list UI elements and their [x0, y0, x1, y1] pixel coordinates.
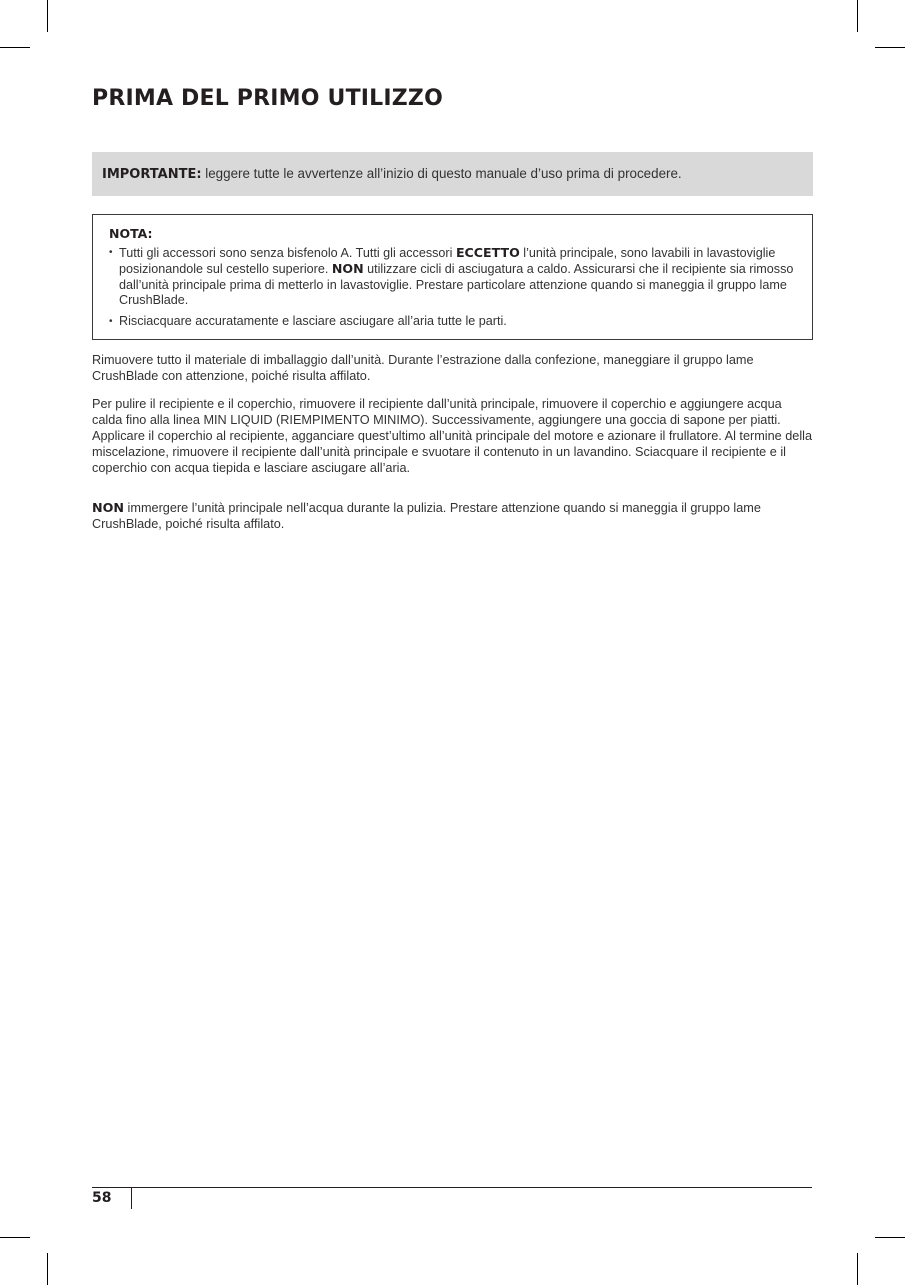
footer-divider — [92, 1187, 812, 1188]
crop-mark — [875, 1237, 905, 1238]
note-bullet — [109, 245, 798, 309]
note-emphasis: NON — [331, 261, 364, 276]
important-label: IMPORTANTE: — [102, 167, 202, 182]
note-box — [92, 214, 813, 340]
crop-mark — [857, 1253, 858, 1285]
important-text: leggere tutte le avvertenze all’inizio di questo manuale d’uso prima di procedere. — [201, 166, 682, 181]
footer-separator — [131, 1187, 132, 1209]
crop-mark — [857, 0, 858, 32]
warning-text: immergere l’unità principale nell’acqua durante la pulizia. Prestare attenzione quando si maneggia il gruppo lame CrushBlade, poiché risulta affilato. — [92, 501, 761, 531]
crop-mark — [47, 0, 48, 32]
page-number: 58 — [92, 1190, 112, 1206]
paragraph-warning — [92, 500, 814, 532]
paragraph-cleaning: Per pulire il recipiente e il coperchio, rimuovere il recipiente dall’unità principale, rimuovere il coperchio e aggiungere acqua calda fino alla linea MIN LIQUID (RIEMPIMENTO MINIMO). Successivamente, aggiungere una goccia di sapone per piatti. Applicare il coperchio al recipiente, agganciare quest’ultimo all’unità principale del motore e azionare il frullatore. Al termine della miscelazione, rimuovere il recipiente dall’unità principale e svuotare il contenuto in un lavandino. Sciacquare il recipiente e il coperchio con acqua tiepida e lasciare asciugare all’aria. — [92, 397, 813, 475]
note-text: l’unità principale, sono lavabili in lavastoviglie posizionandole sul cestello superiore. — [119, 245, 776, 276]
note-title: NOTA: — [109, 226, 153, 241]
note-text: Tutti gli accessori sono senza bisfenolo A. Tutti gli accessori — [119, 245, 456, 260]
paragraph-packaging: Rimuovere tutto il materiale di imballaggio dall’unità. Durante l’estrazione dalla confezione, maneggiare il gruppo lame CrushBlade con attenzione, poiché risulta affilato. — [92, 353, 754, 383]
note-text: utilizzare cicli di asciugatura a caldo. Assicurarsi che il recipiente sia rimosso dall’unità principale prima di metterlo in lavastoviglie. Prestare particolare attenzione quando si maneggia il gruppo lame CrushBlade. — [119, 262, 794, 307]
note-bullet: • Risciacquare accuratamente e lasciare asciugare all’aria tutte le parti. — [109, 314, 798, 330]
important-banner — [92, 152, 813, 196]
crop-mark — [875, 47, 905, 48]
note-list — [109, 245, 798, 330]
crop-mark — [0, 1237, 30, 1238]
page-title: PRIMA DEL PRIMO UTILIZZO — [92, 86, 443, 111]
note-emphasis: ECCETTO — [455, 244, 520, 260]
warning-emphasis: NON — [92, 500, 125, 515]
crop-mark — [47, 1253, 48, 1285]
crop-mark — [0, 47, 30, 48]
